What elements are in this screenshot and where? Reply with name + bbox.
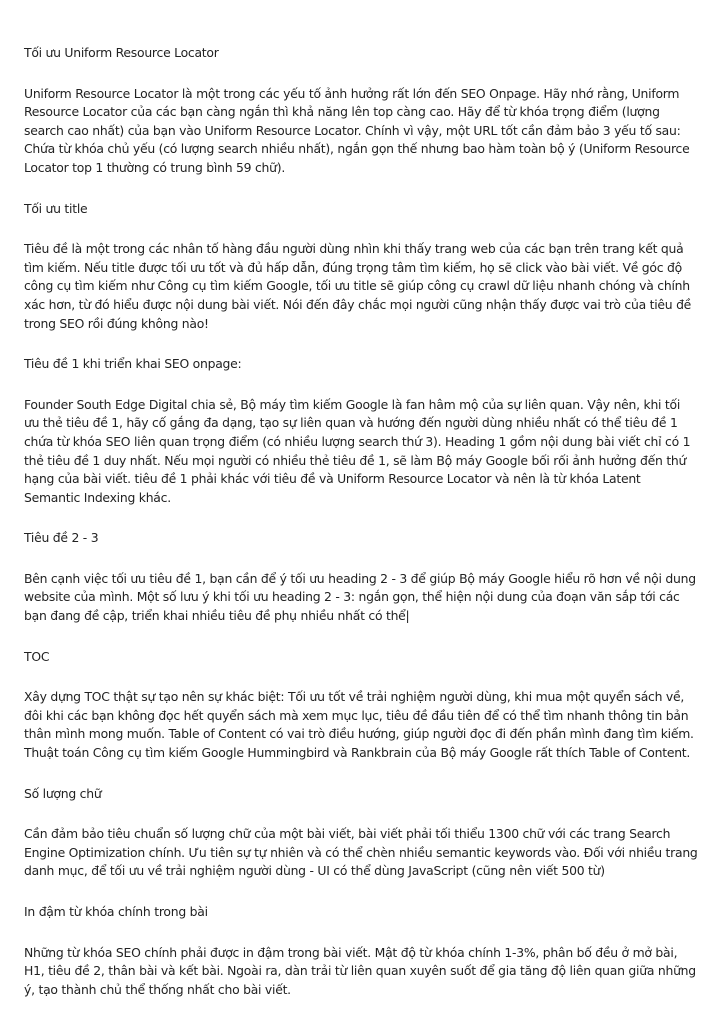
- section-heading-title: Tối ưu title: [24, 200, 88, 216]
- section-heading-word-count: Số lượng chữ: [24, 785, 102, 801]
- document-page: [24, 44, 698, 1021]
- section-body-title: Tiêu đề là một trong các nhân tố hàng đầu người dùng nhìn khi thấy trang web của các bạn trên trang kết quả tìm kiếm. Nếu title được tối ưu tốt và đủ hấp dẫn, đúng trọng tâm tìm kiếm, họ sẽ click vào bài viết. Về góc độ công cụ tìm kiếm như Công cụ tìm kiếm Google, tối ưu title sẽ giúp công cụ crawl dữ liệu nhanh chóng và chính xác hơn, từ đó hiểu được nội dung bài viết. Nói đến đây chắc mọi người cũng nhận thấy được vai trò của tiêu đề trong SEO rồi đúng không nào!: [24, 241, 692, 331]
- section-heading-toc: TOC: [24, 648, 50, 664]
- section-body-h2-h3: Bên cạnh việc tối ưu tiêu đề 1, bạn cần để ý tối ưu heading 2 - 3 để giúp Bộ máy Google hiểu rõ hơn về nội dung website của mình. Một số lưu ý khi tối ưu heading 2 - 3: ngắn gọn, thể hiện nội dung của đoạn văn sắp tới các bạn đang đề cập, triển khai nhiều tiêu đề phụ nhiều nhất có thể|: [24, 570, 696, 624]
- section-body-bold-keywords: Những từ khóa SEO chính phải được in đậm trong bài viết. Mật độ từ khóa chính 1-3%, phân bố đều ở mở bài, H1, tiêu đề 2, thân bài và kết bài. Ngoài ra, dàn trải từ liên quan xuyên suốt để gia tăng độ liên quan giữa những ý, tạo thành chủ thể thống nhất cho bài viết.: [24, 944, 696, 997]
- section-heading-h2-h3: Tiêu đề 2 - 3: [24, 530, 99, 546]
- section-body-toc: Xây dựng TOC thật sự tạo nên sự khác biệt: Tối ưu tốt về trải nghiệm người dùng, khi mua một quyển sách về, đôi khi các bạn không đọc hết quyển sách mà xem mục lục, tiêu đề đầu tiên để có thể tìm nhanh thông tin bản thân mình mong muốn. Table of Content có vai trò điều hướng, giúp người đọc đi đến phần mình đang tìm kiếm. Thuật toán Công cụ tìm kiếm Google Hummingbird và Rankbrain của Bộ máy Google rất thích Table of Content.: [24, 689, 694, 761]
- section-body-word-count: Cần đảm bảo tiêu chuẩn số lượng chữ của một bài viết, bài viết phải tối thiểu 1300 chữ với các trang Search Engine Optimization chính. Ưu tiên sự tự nhiên và có thể chèn nhiều semantic keywords vào. Đối với nhiều trang danh mục, để tối ưu về trải nghiệm người dùng - UI có thể dùng JavaScript (cũng nên viết 500 từ): [24, 826, 698, 879]
- section-body-url: Uniform Resource Locator là một trong các yếu tố ảnh hưởng rất lớn đến SEO Onpage. Hãy nhớ rằng, Uniform Resource Locator của các bạn càng ngắn thì khả năng lên top càng cao. Hãy để từ khóa trọng điểm (lượng search cao nhất) của bạn vào Uniform Resource Locator. Chính vì vậy, một URL tốt cần đảm bảo 3 yếu tố sau: Chứa từ khóa chủ yếu (có lượng search nhiều nhất), ngắn gọn thế nhưng bao hàm toàn bộ ý (Uniform Resource Locator top 1 thường có trung bình 59 chữ).: [24, 85, 690, 175]
- section-heading-bold-keywords: In đậm từ khóa chính trong bài: [24, 904, 208, 919]
- section-heading-url: Tối ưu Uniform Resource Locator: [24, 45, 219, 60]
- section-body-h1: Founder South Edge Digital chia sẻ, Bộ máy tìm kiếm Google là fan hâm mộ của sự liên quan. Vậy nên, khi tối ưu thẻ tiêu đề 1, hãy cố gắng đa dạng, tạo sự liên quan và hướng đến người dùng nhiều nhất có thể tiêu đề 1 chứa từ khóa SEO liên quan trọng điểm (có nhiều lượng search thứ 3). Heading 1 gồm nội dung bài viết chỉ có 1 thẻ tiêu đề 1 duy nhất. Nếu mọi người có nhiều thẻ tiêu đề 1, sẽ làm Bộ máy Google bối rối ảnh hưởng đến thứ hạng của bài viết. tiêu đề 1 phải khác với tiêu đề và Uniform Resource Locator và nên là từ khóa Latent Semantic Indexing khác.: [24, 396, 691, 505]
- section-heading-h1: Tiêu đề 1 khi triển khai SEO onpage:: [24, 356, 242, 372]
